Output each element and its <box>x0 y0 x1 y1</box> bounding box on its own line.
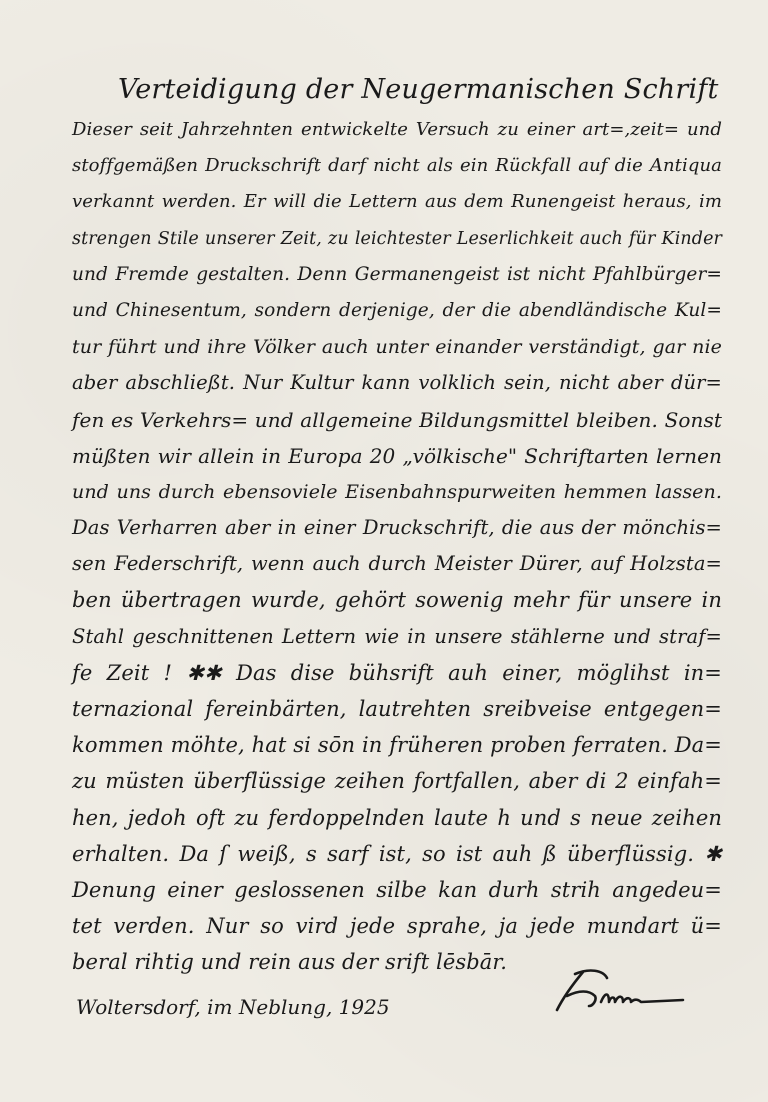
text-line: sen Federschrift, wenn auch durch Meister Dürer, auf Holzsta= <box>72 552 722 576</box>
text-line: ternazional fereinbärten, lautrehten sreibveise entgegen= <box>72 697 722 721</box>
place-date: Woltersdorf, im Neblung, 1925 <box>76 995 390 1019</box>
document-body <box>72 112 722 981</box>
text-line: tet verden. Nur so vird jede sprahe, ja jede mundart ü= <box>72 914 722 939</box>
document-title: Verteidigung der Neugermanischen Schrift <box>118 74 719 105</box>
text-line: hen, jedoh oft zu ferdoppelnden laute h und s neue zeihen <box>72 805 722 830</box>
text-line: zu müsten überflüssige zeihen fortfallen, aber di 2 einfah= <box>72 769 722 794</box>
text-line: aber abschließt. Nur Kultur kann volklich sein, nicht aber dür= <box>72 371 722 395</box>
signature-mark <box>545 962 695 1022</box>
text-line: erhalten. Da ſ weiß, s sarf ist, so ist auh ß überflüssig. ✱ <box>72 841 722 866</box>
text-line: fen es Verkehrs= und allgemeine Bildungsmittel bleiben. Sonst <box>72 407 722 432</box>
text-line: verkannt werden. Er will die Lettern aus dem Runengeist heraus, im <box>72 191 722 213</box>
text-line: tur führt und ihre Völker auch unter einander verständigt, gar nie <box>72 336 722 359</box>
text-line: strengen Stile unserer Zeit, zu leichtester Leserlichkeit auch für Kinder <box>72 228 722 249</box>
text-line: und Fremde gestalten. Denn Germanengeist ist nicht Pfahlbürger= <box>72 263 722 285</box>
text-line: und Chinesentum, sondern derjenige, der die abendländische Kul= <box>72 299 722 321</box>
text-line: beral rihtig und rein aus der srift lēsbār. <box>72 950 508 975</box>
text-line: kommen möhte, hat si sōn in früheren proben ferraten. Da= <box>72 733 722 758</box>
text-line: stoffgemäßen Druckschrift darf nicht als ein Rückfall auf die Antiqua <box>72 155 722 177</box>
text-line: Stahl geschnittenen Lettern wie in unsere stählerne und straf= <box>72 624 722 648</box>
text-line: Denung einer geslossenen silbe kan durh strih angedeu= <box>72 877 722 902</box>
text-line: fe Zeit ! ✱✱ Das dise bühsrift auh einer, möglihst in= <box>72 660 722 685</box>
text-line: Das Verharren aber in einer Druckschrift, die aus der mönchis= <box>72 516 722 540</box>
text-line: ben übertragen wurde, gehört sowenig mehr für unsere in <box>72 588 722 613</box>
text-line: müßten wir allein in Europa 20 „völkische" Schriftarten lernen <box>72 443 722 468</box>
text-line: Dieser seit Jahrzehnten entwickelte Versuch zu einer art=,zeit= und <box>72 119 722 140</box>
text-line: und uns durch ebensoviele Eisenbahnspurweiten hemmen lassen. <box>72 480 722 503</box>
